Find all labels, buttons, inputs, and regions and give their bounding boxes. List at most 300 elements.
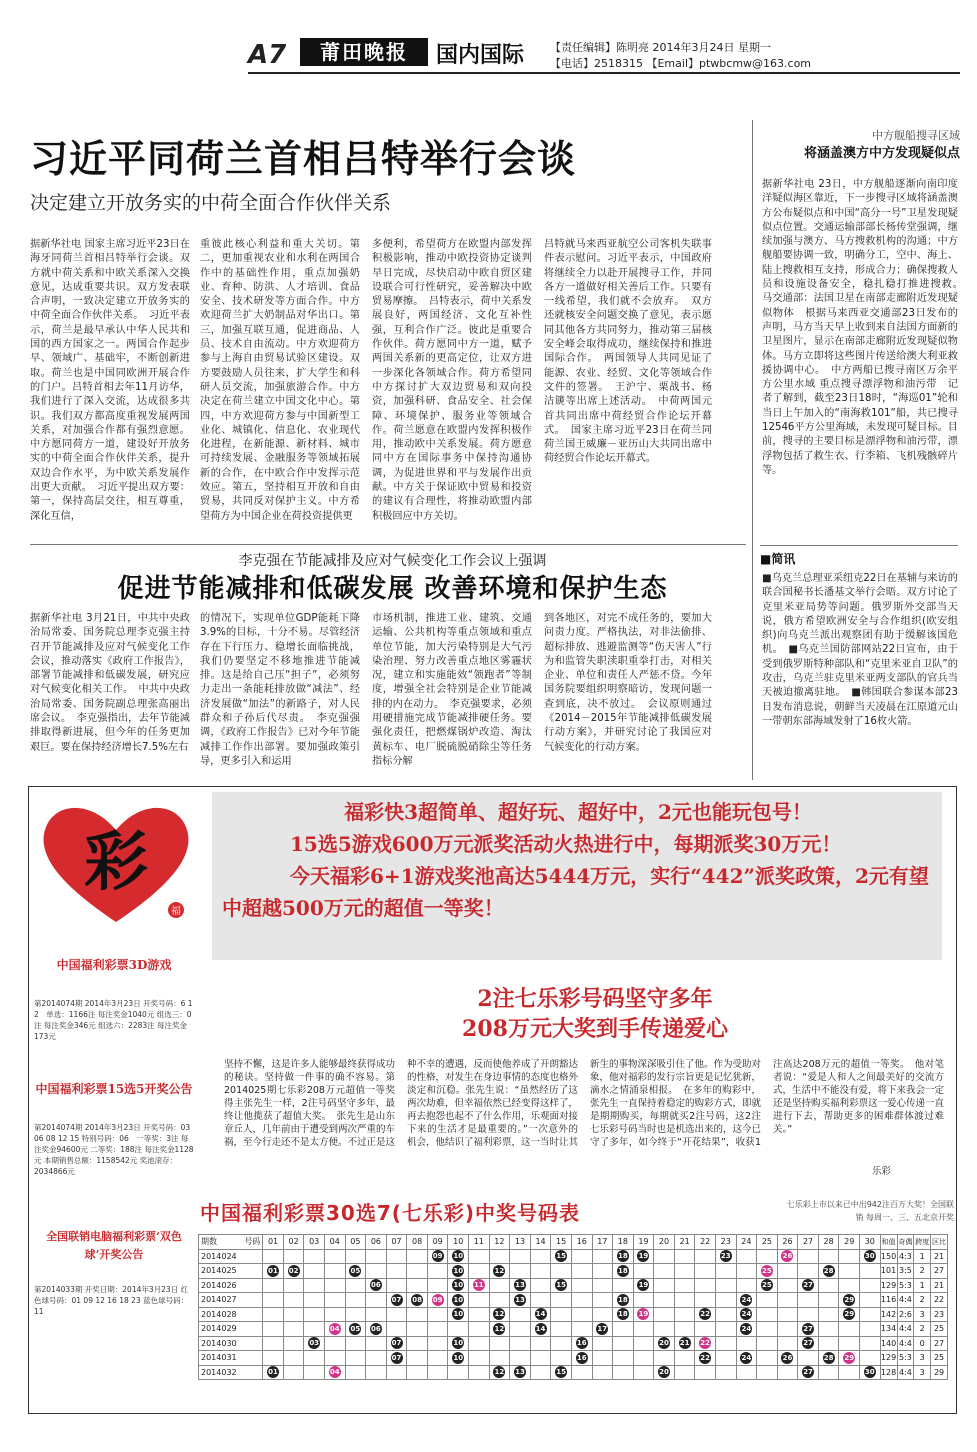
stats-cell: 23 xyxy=(931,1307,948,1322)
lead-column-1: 据新华社电 国家主席习近平23日在海牙同荷兰首相吕特举行会谈。双方就中荷关系和中欧关系深入交换意见，达成重要共识。双方发表联合声明，一致决定建立开放务实的中荷全面合作伙伴关系。 习近平表示，荷兰是最早承认中华人民共和国的西方国家之一。两国合作起步早、领域广、基础牢，不断创新进取。荷兰也是中国同欧洲开展合作的门户。吕特首相去年11月访华，我们进行了深入交流，达成很多共识。我们双方都高度重视发展两国关系，对加强合作都有强烈意愿。中方愿同荷方一道，建设好开放务实的中荷全面合作伙伴关系，提升双边合作水平，为中欧关系发展作出更大贡献。 习近平提出双方要：第一，保持高层交往，相互尊重，深化互信， xyxy=(30,239,190,522)
stats-column-header: 和值 xyxy=(880,1235,897,1250)
number-cell xyxy=(695,1307,716,1322)
number-cell xyxy=(366,1249,387,1264)
number-cell xyxy=(283,1365,304,1380)
winning-ball: 10 xyxy=(453,1295,464,1304)
number-cell xyxy=(366,1351,387,1366)
logo-badge: 福 xyxy=(171,906,181,917)
number-cell xyxy=(551,1293,572,1308)
number-column-header: 27 xyxy=(798,1235,819,1250)
number-cell xyxy=(839,1336,860,1351)
number-cell xyxy=(469,1293,490,1308)
winning-ball: 02 xyxy=(288,1266,299,1275)
number-cell xyxy=(798,1336,819,1351)
promo-line-1: 福彩快3超简单、超好玩、超好中，2元也能玩包号！ xyxy=(344,800,812,824)
number-cell xyxy=(592,1322,613,1337)
lottery-row xyxy=(199,1336,948,1351)
lottery-table-title: 中国福利彩票30选7(七乐彩)中奖号码表 xyxy=(200,1201,581,1225)
number-cell xyxy=(818,1307,839,1322)
stats-cell: 22 xyxy=(931,1293,948,1308)
number-cell xyxy=(283,1322,304,1337)
number-cell xyxy=(654,1249,675,1264)
number-cell xyxy=(530,1336,551,1351)
number-cell xyxy=(757,1249,778,1264)
number-cell xyxy=(860,1264,881,1279)
number-column-header: 16 xyxy=(571,1235,592,1250)
number-cell xyxy=(633,1322,654,1337)
number-cell xyxy=(674,1278,695,1293)
number-cell xyxy=(510,1249,531,1264)
number-cell xyxy=(633,1336,654,1351)
issue-cell: 2014025 xyxy=(199,1264,263,1279)
number-column-header: 08 xyxy=(407,1235,428,1250)
number-cell xyxy=(777,1307,798,1322)
number-cell xyxy=(407,1336,428,1351)
number-cell xyxy=(695,1351,716,1366)
stats-cell: 2 xyxy=(914,1293,931,1308)
winning-ball: 28 xyxy=(823,1353,834,1362)
number-column-header: 30 xyxy=(860,1235,881,1250)
special-ball: 04 xyxy=(329,1368,340,1377)
winning-ball: 01 xyxy=(268,1266,278,1275)
number-cell xyxy=(345,1336,366,1351)
number-cell xyxy=(798,1264,819,1279)
number-cell xyxy=(839,1249,860,1264)
winning-ball: 10 xyxy=(453,1266,464,1275)
number-cell xyxy=(777,1293,798,1308)
number-column-header: 29 xyxy=(839,1235,860,1250)
number-cell xyxy=(674,1307,695,1322)
winning-ball: 10 xyxy=(453,1339,464,1348)
number-cell xyxy=(757,1307,778,1322)
number-cell xyxy=(427,1365,448,1380)
winning-ball: 18 xyxy=(617,1310,628,1319)
stats-cell: 4:4 xyxy=(897,1365,914,1380)
lottery-row xyxy=(199,1365,948,1380)
winning-ball: 10 xyxy=(453,1353,464,1362)
winning-ball: 27 xyxy=(803,1368,813,1377)
number-cell xyxy=(407,1249,428,1264)
number-cell xyxy=(551,1278,572,1293)
number-cell xyxy=(345,1293,366,1308)
winning-ball: 24 xyxy=(741,1324,752,1333)
number-cell xyxy=(818,1249,839,1264)
lead-column-2: 重彼此核心利益和重大关切。第二，更加重视农业和水利在两国合作中的基础性作用，重点加强奶业、育种、防洪、人才培训、食品安全、技术研发等方面合作。中方欢迎荷兰扩大奶制品对华出口。第三，加强互联互通，促进商品、人员、技术自由流动。中方欢迎荷方参与上海自由贸易试验区建设。双方要鼓励人员往来，扩大学生和科研人员交流，加强旅游合作。中方决定在荷兰建立中国文化中心。第四，中方欢迎荷方参与中国新型工业化、城镇化、信息化、农业现代化进程，在新能源、新材料、城市可持续发展、金融服务等领域拓展新的合作，在中欧合作中发挥示范效应。第五，坚持相互开放和自由贸易，共同反对保护主义。中方希望荷方为中国企业在荷投资提供更 xyxy=(200,239,360,522)
number-cell xyxy=(818,1365,839,1380)
number-cell xyxy=(551,1336,572,1351)
number-cell xyxy=(427,1249,448,1264)
winning-ball: 14 xyxy=(535,1324,546,1333)
winning-ball: 19 xyxy=(638,1281,649,1290)
number-cell xyxy=(571,1336,592,1351)
number-cell xyxy=(736,1365,757,1380)
winning-ball: 06 xyxy=(371,1281,381,1290)
number-cell xyxy=(407,1278,428,1293)
lottery-row xyxy=(199,1322,948,1337)
number-cell xyxy=(263,1278,284,1293)
stats-cell: 5:3 xyxy=(897,1278,914,1293)
number-cell xyxy=(427,1336,448,1351)
number-cell xyxy=(510,1307,531,1322)
number-cell xyxy=(324,1278,345,1293)
number-cell xyxy=(448,1336,469,1351)
number-cell xyxy=(613,1322,634,1337)
winning-ball: 22 xyxy=(700,1353,711,1362)
number-cell xyxy=(448,1322,469,1337)
number-cell xyxy=(633,1365,654,1380)
heart-icon xyxy=(36,792,196,932)
winning-ball: 16 xyxy=(576,1339,587,1348)
promo-banner xyxy=(212,792,942,960)
stats-cell: 2 xyxy=(914,1322,931,1337)
number-cell xyxy=(345,1278,366,1293)
number-cell xyxy=(860,1351,881,1366)
number-cell xyxy=(448,1278,469,1293)
number-column-header: 21 xyxy=(674,1235,695,1250)
number-cell xyxy=(736,1278,757,1293)
special-ball: 09 xyxy=(432,1295,443,1304)
number-cell xyxy=(263,1264,284,1279)
number-cell xyxy=(489,1278,510,1293)
number-cell xyxy=(757,1351,778,1366)
number-cell xyxy=(633,1351,654,1366)
number-cell xyxy=(345,1322,366,1337)
winning-ball: 25 xyxy=(762,1281,772,1290)
winning-ball: 07 xyxy=(391,1295,402,1304)
winning-ball: 24 xyxy=(741,1295,752,1304)
number-cell xyxy=(613,1336,634,1351)
number-cell xyxy=(654,1365,675,1380)
number-cell xyxy=(860,1278,881,1293)
issue-cell: 2014027 xyxy=(199,1293,263,1308)
number-cell xyxy=(818,1351,839,1366)
lottery-note: 七乐彩上市以来已中出942注百万大奖！全国联销 每周一、三、五北京开奖 xyxy=(786,1200,954,1222)
number-cell xyxy=(510,1365,531,1380)
number-cell xyxy=(324,1249,345,1264)
number-cell xyxy=(427,1264,448,1279)
lottery-table-wrap xyxy=(198,1234,948,1380)
number-cell xyxy=(798,1307,819,1322)
number-cell xyxy=(489,1307,510,1322)
number-cell xyxy=(448,1264,469,1279)
number-cell xyxy=(798,1278,819,1293)
number-cell xyxy=(530,1264,551,1279)
number-cell xyxy=(654,1278,675,1293)
number-cell xyxy=(839,1278,860,1293)
number-cell xyxy=(530,1351,551,1366)
winning-ball: 13 xyxy=(515,1368,525,1377)
number-column-header: 26 xyxy=(777,1235,798,1250)
number-column-header: 24 xyxy=(736,1235,757,1250)
number-cell xyxy=(283,1336,304,1351)
number-cell xyxy=(757,1322,778,1337)
number-cell xyxy=(304,1322,325,1337)
number-cell xyxy=(818,1264,839,1279)
number-cell xyxy=(757,1336,778,1351)
number-cell xyxy=(366,1322,387,1337)
winning-ball: 07 xyxy=(391,1353,402,1362)
second-headline: 促进节能减排和低碳发展 改善环境和保护生态 xyxy=(117,574,668,604)
number-column-header: 07 xyxy=(386,1235,407,1250)
winning-ball: 21 xyxy=(679,1339,690,1348)
issue-cell: 2014026 xyxy=(199,1278,263,1293)
sidebar-body: 据新华社电 23日，中方舰船逐渐向南印度洋疑似海区靠近，下一步搜寻区域将涵盖澳方公布疑似点和中国“高分一号”卫星发现疑似点位置。交通运输部部长杨传堂强调，继续加强与澳方、马方搜救机构的沟通；中方舰船要协调一致，明确分工，空中、海上、陆上搜救相互支持，形成合力；确保搜救人员和设施设备安全，稳扎稳打推进搜救。 马交通部：法国卫星在南部走廊附近发现疑似物体 根据马来西亚交通部23日发布的声明，马方当天早上收到来自法国方面新的卫星图片，显示在南部走廊附近发现疑似物体。马方立即将这些图片传送给澳大利亚救援协调中心。 中方两船已搜寻南区万余平方公里水域 重点搜寻漂浮物和油污带 记者了解到，截至23日18时，“海巡01”轮和当日上午加入的“南海救101”船，共已搜寻12546平方公里海域，未发现可疑目标。目前，搜寻的主要目标是漂浮物和油污带，漂浮物包括了救生衣、行李箱、飞机残骸碎片等。 xyxy=(762,179,969,476)
number-cell xyxy=(592,1278,613,1293)
number-cell xyxy=(263,1293,284,1308)
winning-ball: 10 xyxy=(453,1310,464,1319)
stats-cell: 0 xyxy=(914,1336,931,1351)
briefs-rule xyxy=(760,545,958,546)
stats-cell: 2:6 xyxy=(897,1307,914,1322)
column-divider xyxy=(752,120,753,780)
contact-line: 【电话】2518315 【Email】ptwbcmw@163.com xyxy=(550,57,812,70)
number-cell xyxy=(386,1336,407,1351)
number-cell xyxy=(715,1293,736,1308)
number-cell xyxy=(654,1322,675,1337)
masthead-info xyxy=(550,40,811,72)
winning-ball: 30 xyxy=(864,1368,875,1377)
number-cell xyxy=(818,1278,839,1293)
number-column-header: 23 xyxy=(715,1235,736,1250)
number-cell xyxy=(592,1351,613,1366)
page-number: A7 xyxy=(248,40,287,70)
stats-cell: 29 xyxy=(931,1365,948,1380)
special-ball: 19 xyxy=(638,1310,649,1319)
stats-cell: 129 xyxy=(880,1278,897,1293)
winning-ball: 01 xyxy=(268,1368,278,1377)
stats-cell: 4:3 xyxy=(897,1249,914,1264)
number-cell xyxy=(263,1336,284,1351)
number-cell xyxy=(283,1264,304,1279)
number-cell xyxy=(263,1351,284,1366)
number-column-header: 12 xyxy=(489,1235,510,1250)
winning-ball: 09 xyxy=(432,1252,443,1261)
number-cell xyxy=(263,1365,284,1380)
winning-ball: 15 xyxy=(556,1368,566,1377)
special-ball: 26 xyxy=(782,1252,793,1261)
sidebar-kicker: 中方舰船搜寻区域 xyxy=(872,129,960,142)
stats-cell: 142 xyxy=(880,1307,897,1322)
winning-ball: 24 xyxy=(741,1310,752,1319)
winning-ball: 13 xyxy=(515,1281,525,1290)
number-cell xyxy=(510,1278,531,1293)
number-cell xyxy=(674,1365,695,1380)
winning-ball: 03 xyxy=(309,1339,320,1348)
number-cell xyxy=(715,1307,736,1322)
number-cell xyxy=(818,1293,839,1308)
number-cell xyxy=(715,1278,736,1293)
number-column-header: 04 xyxy=(324,1235,345,1250)
number-column-header: 06 xyxy=(366,1235,387,1250)
second-column-2: 的情况下，实现单位GDP能耗下降3.9%的目标，十分不易。尽管经济存在下行压力、稳增长面临挑战，我们仍要坚定不移地推进节能减排。这是给自己压“担子”，必须努力走出一条能耗排放做“减法”、经济发展做“加法”的新路子，对人民群众和子孙后代尽责。 李克强强调，《政府工作报告》已对今年节能减排工作作出部署。要加强政策引导，更多引入和运用 xyxy=(200,613,360,767)
number-column-header: 01 xyxy=(263,1235,284,1250)
number-cell xyxy=(469,1307,490,1322)
number-cell xyxy=(633,1293,654,1308)
number-cell xyxy=(304,1249,325,1264)
number-cell xyxy=(469,1322,490,1337)
second-column-3: 市场机制，推进工业、建筑、交通运输、公共机构等重点领域和重点单位节能，加大污染特别是大气污染治理、努力改善重点地区雾霾状况，建立和实施能效“领跑者”等制度，增强全社会特别是企业节能减排的内在动力。 李克强要求，必须用硬措施完成节能减排硬任务。要强化责任，把燃煤锅炉改造、淘汰黄标车、电厂脱硫脱硝除尘等任务指标分解 xyxy=(372,613,532,767)
15of5-title: 中国福利彩票15选5开奖公告 xyxy=(35,1082,193,1096)
winning-ball: 12 xyxy=(494,1324,505,1333)
number-cell xyxy=(304,1293,325,1308)
stats-cell: 21 xyxy=(931,1278,948,1293)
number-cell xyxy=(530,1249,551,1264)
number-cell xyxy=(757,1293,778,1308)
number-cell xyxy=(777,1322,798,1337)
number-cell xyxy=(304,1278,325,1293)
number-cell xyxy=(345,1307,366,1322)
number-cell xyxy=(427,1307,448,1322)
number-cell xyxy=(324,1336,345,1351)
stats-cell: 129 xyxy=(880,1351,897,1366)
number-cell xyxy=(510,1293,531,1308)
issue-cell: 2014032 xyxy=(199,1365,263,1380)
number-cell xyxy=(736,1336,757,1351)
number-cell xyxy=(324,1351,345,1366)
lottery-row xyxy=(199,1351,948,1366)
winning-ball: 12 xyxy=(494,1368,505,1377)
number-column-header: 19 xyxy=(633,1235,654,1250)
number-cell xyxy=(757,1278,778,1293)
winning-ball: 15 xyxy=(556,1252,566,1261)
number-cell xyxy=(510,1322,531,1337)
number-cell xyxy=(777,1365,798,1380)
number-cell xyxy=(715,1351,736,1366)
number-cell xyxy=(654,1307,675,1322)
number-cell xyxy=(777,1351,798,1366)
stats-cell: 101 xyxy=(880,1264,897,1279)
number-cell xyxy=(345,1264,366,1279)
number-cell xyxy=(860,1307,881,1322)
number-cell xyxy=(551,1351,572,1366)
stats-cell: 25 xyxy=(931,1351,948,1366)
stats-cell: 140 xyxy=(880,1336,897,1351)
number-cell xyxy=(777,1336,798,1351)
number-cell xyxy=(571,1322,592,1337)
winning-ball: 27 xyxy=(803,1324,813,1333)
number-column-header: 10 xyxy=(448,1235,469,1250)
stats-cell: 2 xyxy=(914,1264,931,1279)
number-cell xyxy=(798,1322,819,1337)
stats-cell: 27 xyxy=(931,1336,948,1351)
number-cell xyxy=(736,1307,757,1322)
number-column-header: 14 xyxy=(530,1235,551,1250)
number-cell xyxy=(489,1322,510,1337)
number-cell xyxy=(798,1249,819,1264)
winning-ball: 18 xyxy=(617,1252,628,1261)
stats-cell: 134 xyxy=(880,1322,897,1337)
number-cell xyxy=(324,1264,345,1279)
ssq-results: 第2014033期 开奖日期：2014年3月23日 红色球号码：01 09 12 16 18 23 蓝色球号码：11 xyxy=(34,1285,189,1316)
number-cell xyxy=(551,1322,572,1337)
winning-ball: 10 xyxy=(453,1252,464,1261)
winning-ball: 16 xyxy=(576,1353,587,1362)
winning-ball: 12 xyxy=(494,1310,505,1319)
number-cell xyxy=(345,1249,366,1264)
lottery-row xyxy=(199,1293,948,1308)
winning-ball: 18 xyxy=(617,1266,628,1275)
number-cell xyxy=(386,1351,407,1366)
lottery-table xyxy=(198,1234,948,1380)
number-cell xyxy=(613,1307,634,1322)
number-cell xyxy=(757,1365,778,1380)
number-cell xyxy=(654,1336,675,1351)
masthead-rule xyxy=(248,72,960,74)
number-cell xyxy=(695,1264,716,1279)
number-cell xyxy=(386,1293,407,1308)
number-cell xyxy=(613,1365,634,1380)
number-cell xyxy=(448,1307,469,1322)
number-cell xyxy=(777,1264,798,1279)
paper-logo: 莆田晚报 xyxy=(300,38,428,66)
section-title: 国内国际 xyxy=(436,43,525,68)
number-cell xyxy=(530,1278,551,1293)
stats-column-header: 区比 xyxy=(931,1235,948,1250)
number-cell xyxy=(551,1264,572,1279)
number-cell xyxy=(674,1249,695,1264)
number-cell xyxy=(304,1264,325,1279)
number-cell xyxy=(510,1336,531,1351)
number-column-header: 25 xyxy=(757,1235,778,1250)
3d-results: 第2014074期 2014年3月23日 开奖号码：6 1 2 单选：1166注 每注奖金1040元 组选三：0注 每注奖金346元 组选六：2283注 每注奖金173元 xyxy=(34,999,193,1041)
number-cell xyxy=(654,1264,675,1279)
number-cell xyxy=(551,1307,572,1322)
number-cell xyxy=(489,1336,510,1351)
winning-ball: 27 xyxy=(803,1281,813,1290)
number-cell xyxy=(304,1351,325,1366)
winning-ball: 06 xyxy=(371,1324,381,1333)
winning-ball: 07 xyxy=(391,1339,402,1348)
winning-ball: 29 xyxy=(844,1295,855,1304)
winning-ball: 10 xyxy=(453,1281,464,1290)
number-cell xyxy=(715,1264,736,1279)
winning-ball: 15 xyxy=(556,1281,566,1290)
number-cell xyxy=(674,1293,695,1308)
number-cell xyxy=(427,1322,448,1337)
winning-ball: 19 xyxy=(638,1252,649,1261)
number-cell xyxy=(613,1278,634,1293)
issue-header-label: 期数 xyxy=(201,1237,217,1247)
stats-cell: 21 xyxy=(931,1249,948,1264)
number-cell xyxy=(571,1249,592,1264)
winning-ball: 30 xyxy=(864,1252,875,1261)
number-cell xyxy=(695,1365,716,1380)
gift-headline xyxy=(250,984,940,1044)
number-header-label: 号码 xyxy=(244,1237,261,1247)
number-cell xyxy=(571,1264,592,1279)
number-cell xyxy=(530,1322,551,1337)
number-cell xyxy=(551,1365,572,1380)
issue-cell: 2014031 xyxy=(199,1351,263,1366)
number-cell xyxy=(860,1365,881,1380)
number-cell xyxy=(263,1322,284,1337)
number-cell xyxy=(386,1365,407,1380)
number-cell xyxy=(715,1365,736,1380)
number-cell xyxy=(469,1278,490,1293)
stats-cell: 116 xyxy=(880,1293,897,1308)
number-cell xyxy=(757,1264,778,1279)
lottery-row xyxy=(199,1278,948,1293)
number-cell xyxy=(489,1264,510,1279)
winning-ball: 14 xyxy=(535,1310,546,1319)
number-cell xyxy=(448,1249,469,1264)
number-cell xyxy=(366,1336,387,1351)
editor-line: 【责任编辑】陈明亮 2014年3月24日 星期一 xyxy=(550,41,771,54)
lottery-row xyxy=(199,1249,948,1264)
lead-column-4: 吕特就马来西亚航空公司客机失联事件表示慰问。习近平表示，中国政府将继续全力以赴开展搜寻工作，并同各方一道做好相关善后工作。只要有一线希望，我们就不会放弃。 双方还就核安全问题交换了意见，表示愿同其他各方共同努力，推动第三届核安全峰会取得成功，继续保持和推进国际合作。 两国领导人共同见证了能源、农业、经贸、文化等领域合作文件的签署。 王沪宁、栗战书、杨洁篪等出席上述活动。 中荷两国元首共同出席中荷经贸合作论坛开幕式。 国家主席习近平23日在荷兰同荷兰国王威廉－亚历山大共同出席中荷经贸合作论坛开幕式。 xyxy=(544,239,712,465)
second-column-4: 到各地区，对完不成任务的，要加大问责力度。严格执法，对非法偷排、超标排放、逃避监测等“伤天害人”行为和监管失职渎职重拳打击，对相关企业、单位和责任人严惩不贷。今年国务院要组织明察暗访，发现问题一查到底，决不放过。 会议原则通过《2014－2015年节能减排低碳发展行动方案》，并研究讨论了我国应对气候变化的行动方案。 xyxy=(544,613,712,753)
stats-cell: 3 xyxy=(914,1307,931,1322)
